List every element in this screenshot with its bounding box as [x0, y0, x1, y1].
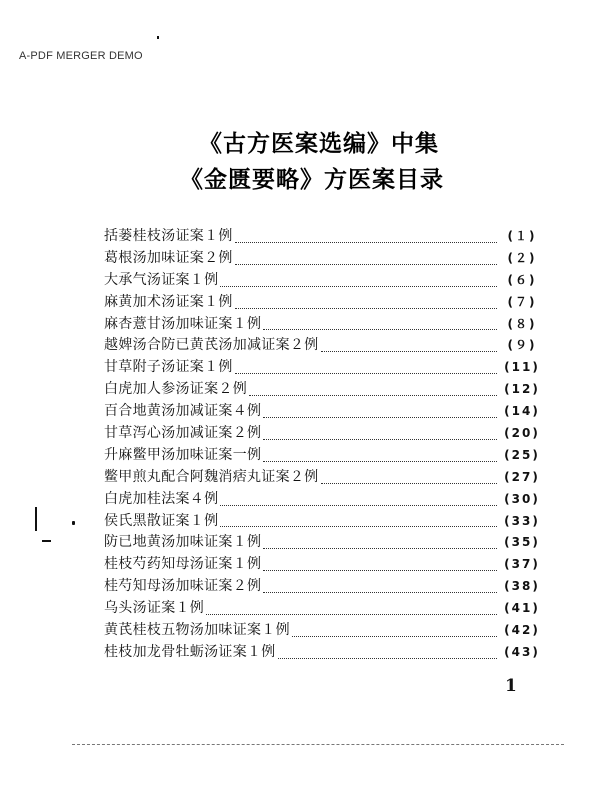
toc-entry: [104, 423, 544, 445]
toc-dot-leader: [263, 461, 497, 462]
toc-entry-page: (35): [504, 535, 540, 550]
toc-entry-page: (42): [504, 623, 540, 638]
toc-entry-page: (38): [504, 579, 540, 594]
toc-entry-page: (33): [504, 513, 540, 528]
toc-entry: [104, 554, 544, 576]
toc-dot-leader: [220, 286, 497, 287]
toc-entry-page: (37): [504, 557, 540, 572]
toc-entry: [104, 445, 544, 467]
toc-entry-title: 升麻鳖甲汤加味证案一例: [104, 446, 262, 463]
toc-entry: [104, 642, 544, 664]
toc-entry-page: (41): [504, 601, 540, 616]
toc-dot-leader: [235, 242, 497, 243]
toc-dot-leader: [220, 526, 497, 527]
toc-dot-leader: [263, 570, 497, 571]
toc-entry: [104, 576, 544, 598]
toc-entry: [104, 226, 544, 248]
toc-entry-page: (30): [504, 491, 540, 506]
toc-entry: [104, 489, 544, 511]
toc-entry-page: (２): [507, 250, 537, 265]
toc-entry-page: (12): [504, 382, 540, 397]
title-line-1: 《古方医案选编》中集: [199, 131, 439, 157]
toc-entry-title: 防已地黄汤加味证案１例: [104, 534, 262, 551]
toc-entry-title: 侯氏黑散证案１例: [104, 512, 219, 529]
toc-dot-leader: [206, 614, 497, 615]
scan-speck: [157, 36, 159, 39]
toc-dot-leader: [263, 439, 497, 440]
toc-entry: [104, 401, 544, 423]
toc-entry: [104, 248, 544, 270]
toc-dot-leader: [235, 308, 497, 309]
toc-entry-page: (９): [507, 338, 537, 353]
table-of-contents: [104, 226, 544, 664]
toc-entry-page: (11): [504, 360, 540, 375]
toc-dot-leader: [263, 329, 497, 330]
toc-entry-title: 桂枝芍药知母汤证案１例: [104, 556, 262, 573]
toc-entry-title: 甘草附子汤证案１例: [104, 359, 233, 376]
toc-entry-title: 大承气汤证案１例: [104, 271, 219, 288]
toc-entry-page: (43): [504, 644, 540, 659]
toc-entry-title: 甘草泻心汤加减证案２例: [104, 425, 262, 442]
toc-dot-leader: [321, 351, 498, 352]
toc-entry: [104, 467, 544, 489]
toc-dot-leader: [220, 505, 497, 506]
toc-entry-page: (６): [507, 272, 537, 287]
toc-dot-leader: [235, 373, 497, 374]
toc-entry: [104, 379, 544, 401]
toc-entry-page: (１): [507, 229, 537, 243]
toc-entry-title: 麻杏薏甘汤加味证案１例: [104, 315, 262, 332]
toc-entry: [104, 532, 544, 554]
page-number: 1: [505, 676, 517, 696]
toc-entry: [104, 292, 544, 314]
toc-entry: [104, 335, 544, 357]
toc-dot-leader: [263, 548, 497, 549]
toc-dot-leader: [249, 395, 497, 396]
toc-entry: [104, 620, 544, 642]
toc-entry: [104, 511, 544, 533]
toc-entry-page: (25): [504, 447, 540, 462]
toc-entry-title: 百合地黄汤加减证案４例: [104, 403, 262, 420]
toc-dot-leader: [278, 658, 497, 659]
toc-entry-title: 葛根汤加味证案２例: [104, 249, 233, 266]
toc-entry-title: 括蒌桂枝汤证案１例: [104, 228, 233, 244]
scan-speck: [72, 521, 75, 525]
document-title: [0, 126, 612, 198]
toc-entry-title: 桂枝加龙骨牡蛎汤证案１例: [104, 643, 276, 660]
toc-entry-page: (７): [507, 294, 537, 309]
title-line-2: 《金匮要略》方医案目录: [180, 167, 444, 193]
toc-entry-page: (20): [504, 426, 540, 441]
toc-entry-title: 越婢汤合防已黄芪汤加减证案２例: [104, 337, 319, 354]
toc-dot-leader: [263, 417, 497, 418]
scan-speck: [42, 540, 51, 542]
toc-entry: [104, 357, 544, 379]
scan-artifact-line: [72, 744, 564, 745]
toc-entry-title: 鳖甲煎丸配合阿魏消痞丸证案２例: [104, 468, 319, 485]
toc-entry: [104, 270, 544, 292]
toc-entry: [104, 314, 544, 336]
toc-dot-leader: [321, 483, 498, 484]
toc-entry: [104, 598, 544, 620]
toc-entry-page: (８): [507, 316, 537, 331]
watermark-text: A-PDF MERGER DEMO: [19, 50, 143, 62]
toc-entry-page: (27): [504, 469, 540, 484]
toc-dot-leader: [263, 592, 497, 593]
toc-entry-title: 桂芍知母汤加味证案２例: [104, 578, 262, 595]
toc-entry-title: 麻黄加术汤证案１例: [104, 293, 233, 310]
toc-dot-leader: [292, 636, 497, 637]
toc-entry-title: 乌头汤证案１例: [104, 600, 205, 617]
toc-dot-leader: [235, 264, 497, 265]
toc-entry-title: 白虎加人参汤证案２例: [104, 381, 247, 398]
toc-entry-title: 黄芪桂枝五物汤加味证案１例: [104, 622, 290, 639]
toc-entry-page: (14): [504, 404, 540, 419]
scan-speck: [35, 507, 37, 531]
toc-entry-title: 白虎加桂法案４例: [104, 490, 219, 507]
